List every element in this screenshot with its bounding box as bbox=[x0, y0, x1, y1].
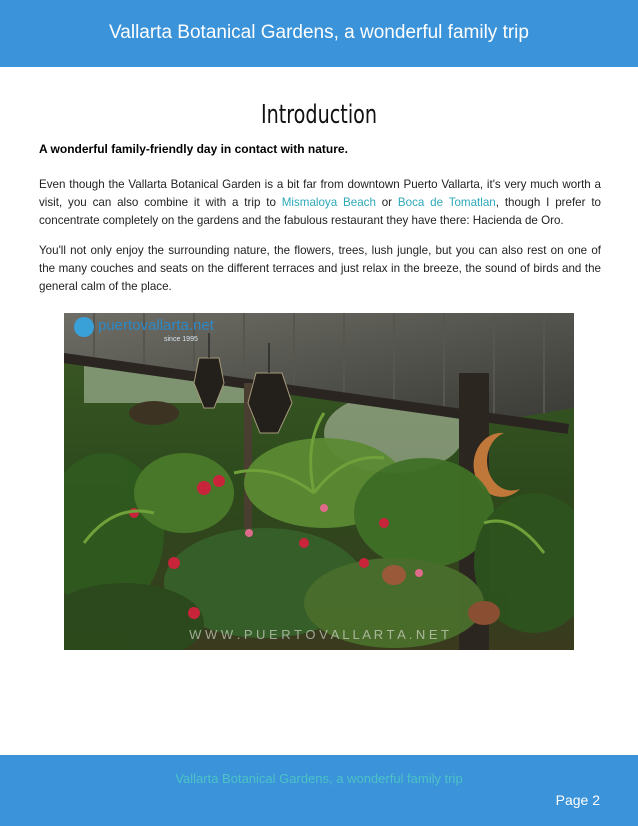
photo-logo-text: puertovallarta.net bbox=[98, 317, 214, 334]
page-number: Page 2 bbox=[555, 792, 600, 808]
paragraph-text: or bbox=[375, 196, 398, 209]
section-subtitle: A wonderful family-friendly day in contact with nature. bbox=[39, 142, 348, 156]
page-title: Introduction bbox=[260, 100, 378, 130]
garden-photo bbox=[64, 313, 574, 650]
mismaloya-beach-link[interactable]: Mismaloya Beach bbox=[281, 196, 376, 209]
paragraph-text: , though I prefer to concentrate completely on the gardens and the fabulous restaurant they have there: Hacienda de Oro. bbox=[39, 196, 601, 227]
footer-title: Vallarta Botanical Gardens, a wonderful family trip bbox=[175, 771, 463, 786]
page-footer bbox=[0, 755, 638, 826]
photo-logo-sub: since 1995 bbox=[164, 336, 198, 343]
photo-watermark: W W W . P U E R T O V A L L A R T A . N E T bbox=[189, 627, 449, 642]
intro-paragraph bbox=[39, 176, 601, 230]
boca-de-tomatlan-link[interactable]: Boca de Tomatlan bbox=[397, 196, 496, 209]
page-header bbox=[0, 0, 638, 67]
paragraph-text: Even though the Vallarta Botanical Garden is a bit far from downtown Puerto Vallarta, it's very much worth a visit, you can also combine it with a trip to bbox=[39, 178, 601, 209]
second-paragraph: You'll not only enjoy the surrounding nature, the flowers, trees, lush jungle, but you can also rest on one of the many couches and seats on the different terraces and just relax in the breeze, the sound of birds and the general calm of the place. bbox=[39, 244, 601, 293]
header-title: Vallarta Botanical Gardens, a wonderful family trip bbox=[109, 22, 529, 43]
